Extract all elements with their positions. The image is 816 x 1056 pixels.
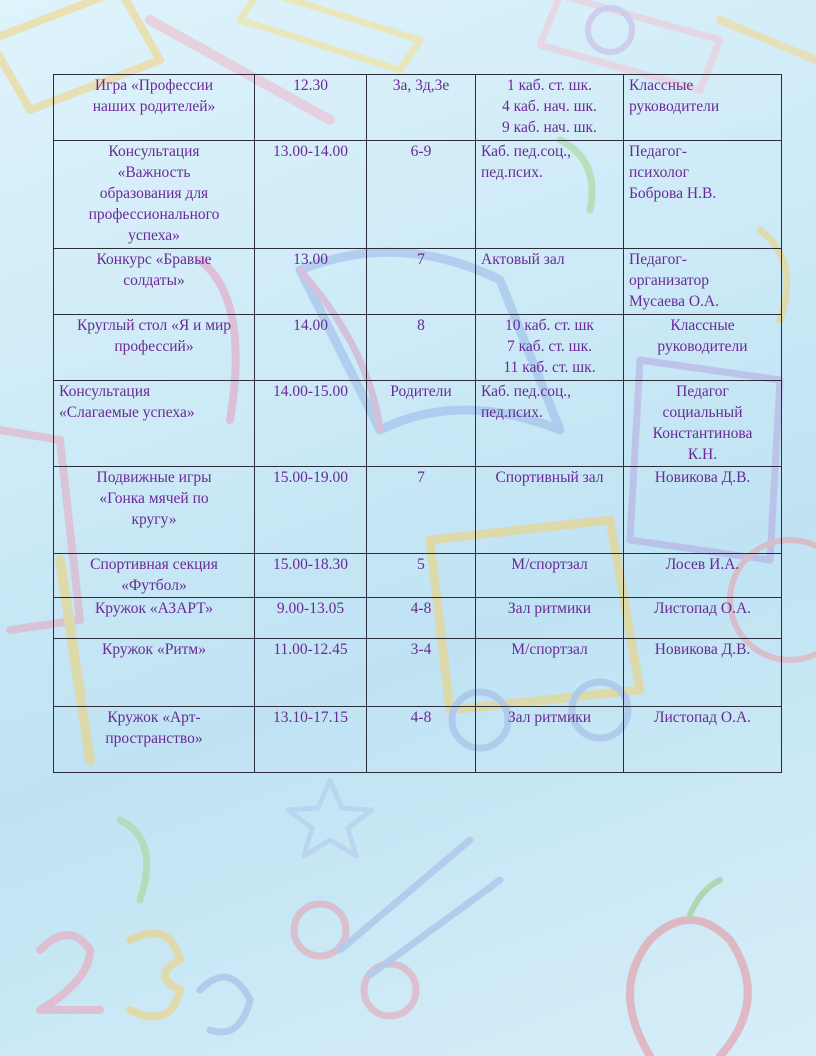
place-cell (476, 554, 624, 598)
place-line: 10 каб. ст. шк (505, 317, 594, 334)
place-line: пед.псих. (481, 163, 543, 181)
responsible-line: руководители (629, 97, 720, 115)
responsible-cell (624, 638, 782, 706)
event-line: Конкурс «Бравые (96, 251, 212, 268)
participants-cell: 4-8 (367, 706, 476, 772)
schedule-table-container (53, 74, 781, 773)
event-line: Спортивная секция (90, 556, 218, 573)
participants-cell: Родители (367, 381, 476, 467)
place-cell (476, 381, 624, 467)
responsible-cell (624, 381, 782, 467)
event-cell (54, 706, 255, 772)
participants-cell: 4-8 (367, 597, 476, 638)
table-row (54, 249, 782, 315)
event-cell (54, 75, 255, 141)
time-cell: 14.00-15.00 (255, 381, 367, 467)
event-line: «Футбол» (121, 576, 187, 594)
event-line: кругу» (131, 510, 177, 528)
event-line: Кружок «АЗАРТ» (94, 599, 214, 617)
responsible-line: Классные (670, 317, 735, 334)
table-row (54, 141, 782, 249)
responsible-line: Новикова Д.В. (654, 640, 751, 658)
table-row (54, 75, 782, 141)
event-cell (54, 597, 255, 638)
participants-cell: 3а, 3д,3е (367, 75, 476, 141)
schedule-table-body (54, 75, 782, 773)
event-cell (54, 381, 255, 467)
schedule-table (53, 74, 782, 773)
table-row (54, 315, 782, 381)
place-line: 4 каб. нач. шк. (502, 97, 597, 115)
responsible-cell (624, 706, 782, 772)
event-line: наших родителей» (92, 97, 216, 115)
event-line: успеха» (128, 226, 180, 244)
responsible-line: социальный (662, 403, 743, 421)
event-line: профессионального (88, 205, 220, 223)
event-line: «Гонка мячей по (99, 489, 209, 507)
time-cell: 9.00-13.05 (255, 597, 367, 638)
place-line: Зал ритмики (507, 708, 592, 726)
responsible-cell (624, 141, 782, 249)
time-cell: 13.00-14.00 (255, 141, 367, 249)
place-line: М/спортзал (511, 640, 588, 658)
place-line: Каб. пед.соц., (481, 143, 572, 160)
place-cell (476, 467, 624, 554)
event-line: Консультация (59, 383, 151, 400)
place-line: 7 каб. ст. шк. (506, 337, 592, 355)
place-cell (476, 315, 624, 381)
time-cell: 11.00-12.45 (255, 638, 367, 706)
time-cell: 14.00 (255, 315, 367, 381)
event-line: «Слагаемые успеха» (59, 403, 195, 421)
event-line: «Важность (117, 163, 191, 181)
place-cell (476, 75, 624, 141)
event-line: Консультация (108, 143, 200, 160)
time-cell: 15.00-18.30 (255, 554, 367, 598)
place-line: 11 каб. ст. шк. (503, 358, 596, 376)
responsible-line: психолог (629, 163, 690, 181)
responsible-cell (624, 249, 782, 315)
event-cell (54, 554, 255, 598)
event-cell (54, 315, 255, 381)
responsible-cell (624, 315, 782, 381)
event-cell (54, 467, 255, 554)
time-cell: 13.00 (255, 249, 367, 315)
place-cell (476, 638, 624, 706)
participants-cell: 3-4 (367, 638, 476, 706)
table-row (54, 597, 782, 638)
responsible-line: Педагог (676, 383, 729, 400)
place-line: М/спортзал (511, 556, 588, 573)
event-line: Кружок «Арт- (107, 708, 201, 726)
time-cell: 13.10-17.15 (255, 706, 367, 772)
time-cell: 12.30 (255, 75, 367, 141)
place-line: Каб. пед.соц., (481, 383, 572, 400)
place-line: Спортивный зал (495, 469, 604, 486)
place-line: Зал ритмики (507, 599, 592, 617)
event-cell (54, 141, 255, 249)
place-line: пед.псих. (481, 403, 543, 421)
event-line: Круглый стол «Я и мир (76, 317, 232, 334)
event-cell (54, 638, 255, 706)
event-line: солдаты» (123, 271, 185, 289)
responsible-line: организатор (629, 271, 709, 289)
place-line: 1 каб. ст. шк. (506, 77, 592, 94)
event-line: Кружок «Ритм» (102, 640, 206, 658)
participants-cell: 7 (367, 467, 476, 554)
responsible-cell (624, 554, 782, 598)
responsible-line: Листопад О.А. (653, 708, 752, 726)
responsible-line: Мусаева О.А. (629, 292, 719, 310)
event-line: образования для (99, 184, 209, 202)
place-line: 9 каб. нач. шк. (502, 118, 597, 136)
responsible-cell (624, 467, 782, 554)
event-line: профессий» (114, 337, 194, 355)
table-row (54, 706, 782, 772)
responsible-line: Лосев И.А. (665, 556, 740, 573)
place-cell (476, 141, 624, 249)
responsible-cell (624, 75, 782, 141)
event-line: Подвижные игры (96, 469, 212, 486)
responsible-line: Классные (629, 77, 694, 94)
responsible-line: Педагог- (629, 251, 687, 268)
responsible-line: Педагог- (629, 143, 687, 160)
time-cell: 15.00-19.00 (255, 467, 367, 554)
table-row (54, 467, 782, 554)
place-cell (476, 249, 624, 315)
responsible-line: Константинова (652, 424, 753, 442)
place-line: Актовый зал (481, 251, 565, 268)
participants-cell: 8 (367, 315, 476, 381)
place-cell (476, 706, 624, 772)
event-cell (54, 249, 255, 315)
table-row (54, 554, 782, 598)
table-row (54, 381, 782, 467)
place-cell (476, 597, 624, 638)
responsible-cell (624, 597, 782, 638)
event-line: Игра «Профессии (94, 77, 214, 94)
participants-cell: 5 (367, 554, 476, 598)
participants-cell: 7 (367, 249, 476, 315)
responsible-line: руководители (657, 337, 748, 355)
responsible-line: Новикова Д.В. (654, 469, 751, 486)
participants-cell: 6-9 (367, 141, 476, 249)
responsible-line: Листопад О.А. (653, 599, 752, 617)
event-line: пространство» (105, 729, 203, 747)
responsible-line: Боброва Н.В. (629, 184, 717, 202)
responsible-line: К.Н. (687, 445, 718, 463)
table-row (54, 638, 782, 706)
